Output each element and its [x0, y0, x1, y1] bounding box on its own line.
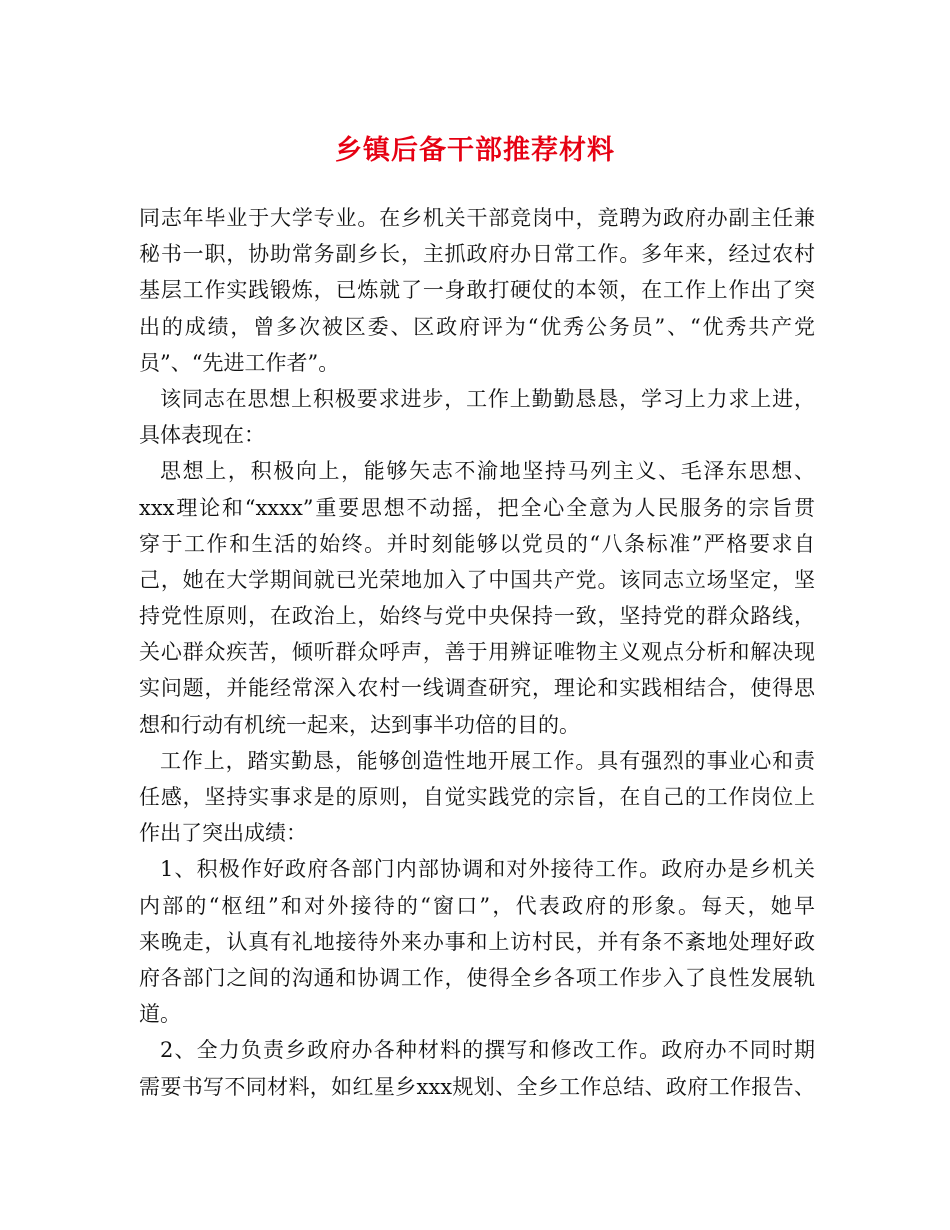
text-line: 来晚走，认真有礼地接待外来办事和上访村民，并有条不紊地处理好政: [139, 929, 815, 954]
text-line: 1、积极作好政府各部门内部协调和对外接待工作。政府办是乡机关: [160, 857, 815, 882]
text-line: 需要书写不同材料，如红星乡xxx规划、全乡工作总结、政府工作报告、: [139, 1074, 815, 1099]
text-line: 府各部门之间的沟通和协调工作，使得全乡各项工作步入了良性发展轨: [139, 965, 815, 990]
text-line: 想和行动有机统一起来，达到事半功倍的目的。: [139, 712, 580, 737]
text-line: 关心群众疾苦，倾听群众呼声，善于用辨证唯物主义观点分析和解决现: [139, 640, 815, 665]
text-line: 工作上，踏实勤恳，能够创造性地开展工作。具有强烈的事业心和责: [160, 748, 815, 773]
text-line: 实问题，并能经常深入农村一线调查研究，理论和实践相结合，使得思: [139, 676, 815, 701]
text-line: 2、全力负责乡政府办各种材料的撰写和修改工作。政府办不同时期: [160, 1038, 815, 1063]
text-line: 出的成绩，曾多次被区委、区政府评为“优秀公务员”、“优秀共产党: [139, 314, 815, 339]
text-line: 己，她在大学期间就已光荣地加入了中国共产党。该同志立场坚定，坚: [139, 567, 815, 592]
text-line: 内部的“枢纽”和对外接待的“窗口”，代表政府的形象。每天，她早: [139, 893, 815, 918]
text-line: 同志年毕业于大学专业。在乡机关干部竞岗中，竞聘为政府办副主任兼: [139, 206, 815, 230]
text-line: 秘书一职，协助常务副乡长，主抓政府办日常工作。多年来，经过农村: [139, 242, 815, 267]
text-line: 该同志在思想上积极要求进步，工作上勤勤恳恳，学习上力求上进，: [160, 386, 815, 411]
text-line: 道。: [139, 1002, 181, 1027]
document-body: [139, 200, 815, 1105]
text-line: 任感，坚持实事求是的原则，自觉实践党的宗旨，在自己的工作岗位上: [139, 785, 815, 809]
text-line: 员”、“先进工作者”。: [139, 350, 340, 375]
text-line: 穿于工作和生活的始终。并时刻能够以党员的“八条标准”严格要求自: [139, 531, 815, 556]
text-line: xxx理论和“xxxx”重要思想不动摇，把全心全意为人民服务的宗旨贯: [139, 495, 815, 520]
text-line: 作出了突出成绩：: [139, 821, 307, 846]
text-line: 基层工作实践锻炼，已炼就了一身敢打硬仗的本领，在工作上作出了突: [139, 278, 815, 303]
text-line: 具体表现在：: [139, 423, 265, 448]
text-line: 持党性原则，在政治上，始终与党中央保持一致，坚持党的群众路线，: [139, 604, 815, 629]
text-line: 思想上，积极向上，能够矢志不渝地坚持马列主义、毛泽东思想、: [160, 459, 815, 484]
document-title: 乡镇后备干部推荐材料: [335, 135, 615, 166]
